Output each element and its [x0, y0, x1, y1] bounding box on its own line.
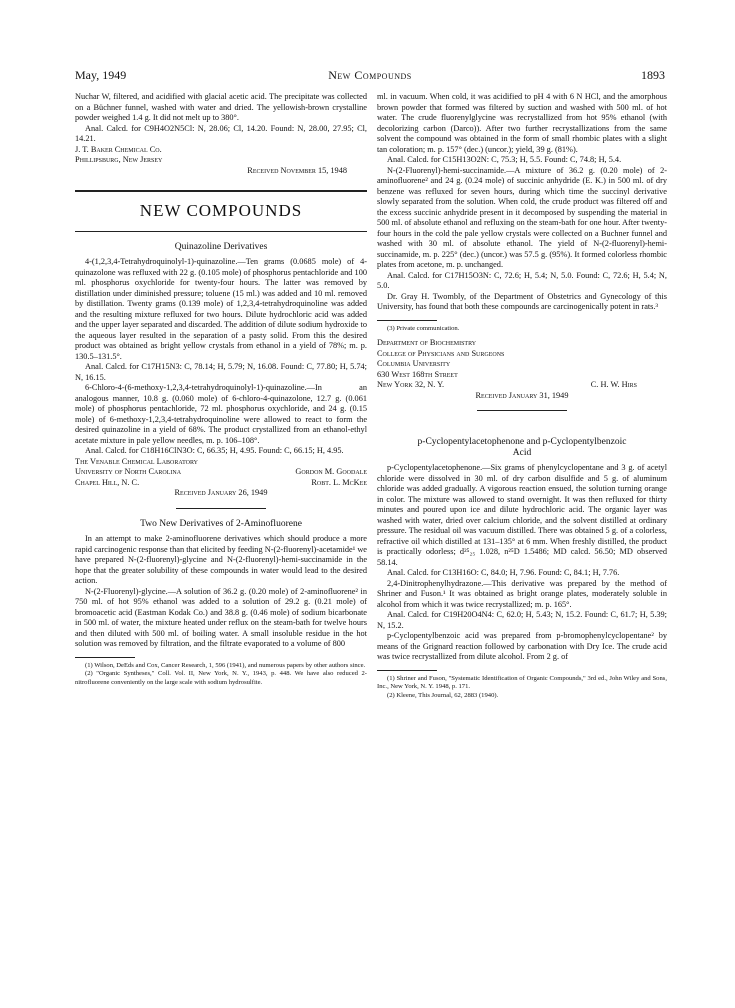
- quinazoline-analysis-1: Anal. Calcd. for C17H15N3: C, 78.14; H, 5.79; N, 16.08. Found: C, 77.80; H, 5.74; N, 16.15.: [75, 362, 367, 382]
- left-footnote-1: (1) Wilson, DeEds and Cox, Cancer Research, 1, 596 (1941), and numerous papers by other authors since.: [85, 661, 366, 669]
- quinazoline-affiliation-row-1: [75, 467, 367, 478]
- section-divider-bottom: [75, 231, 367, 232]
- baker-company: J. T. Baker Chemical Co.: [75, 144, 162, 154]
- section-title: NEW COMPOUNDS: [139, 201, 303, 220]
- cyclopentyl-paragraph-1: p-Cyclopentylacetophenone.—Six grams of phenylcyclopentane and 3 g. of acetyl chloride were dissolved in 30 ml. of dry carbon disulfide and 5 g. of aluminum chloride was added gradually. A vigorous reaction ensued, the solution turning orange in color. The mixture was allowed to stand overnight. It was then refluxed for thirty minutes and poured upon ice and dilute hydrochloric acid. The organic layer was washed with water, dried over calcium chloride, and the solvent distilled at ordinary pressure. The residual oil was vacuum distilled. There was obtained 5 g. of a colorless, refractive oil which distilled at 131–135° at 6 mm. When freshly distilled, the product is practically odorless; d²⁵₂₅ 1.028, n²⁵D 1.5486; MD calcd. 56.50; MD observed 58.14.: [377, 463, 667, 567]
- glycine-analysis: Anal. Calcd. for C15H13O2N: C, 75.3; H, 5.5. Found: C, 74.8; H, 5.4.: [387, 155, 622, 164]
- quinazoline-author-1: Gordon M. Goodale: [295, 467, 367, 476]
- aminofluorene-title: Two New Derivatives of 2-Aminofluorene: [140, 518, 302, 529]
- columbia-city-row: [377, 380, 667, 391]
- running-header: [75, 68, 665, 84]
- left-column: [75, 92, 367, 687]
- intro-paragraph: Nuchar W, filtered, and acidified with glacial acetic acid. The precipitate was collected on a Büchner funnel, washed with water and dried. The yellowish-brown crystalline powder weighed 1.4 g. It did not melt up to 380°.: [75, 92, 367, 122]
- quinazoline-paragraph-1: 4-(1,2,3,4-Tetrahydroquinolyl-1)-quinazoline.—Ten grams (0.0685 mole) of 4-quinazolone was refluxed with 22 g. (0.105 mole) of phosphorus pentachloride and 100 ml. phosphorus oxychloride for twenty-four hours. The latter was removed by distillation under diminished pressure; toluene (15 ml.) was added and 10 ml. removed by distillation. Twenty grams (0.139 mole) of 1,2,3,4-tetrahydroquinoline was added and the resulting mixture refluxed for two hours. Dilute hydrochloric acid was added and the upper layer separated and discarded. The addition of dilute sodium hydroxide to the aqueous layer resulted in the separation of a pasty solid. From this the desired product was obtained as bright yellow crystals from ethanol in a yield of 78%; m. p. 130.5–131.5°.: [75, 257, 367, 361]
- cyclopentyl-title: [377, 437, 667, 458]
- section-divider: [75, 190, 367, 192]
- columbia-dept: Department of Biochemistry: [377, 338, 477, 347]
- twombly-paragraph: Dr. Gray H. Twombly, of the Department of Obstetrics and Gynecology of this University, has found that both these compounds are carcinogenically potent in rats.³: [377, 291, 667, 311]
- header-date: May, 1949: [75, 68, 127, 82]
- right-footnote-2: (2) Kleene, This Journal, 62, 2883 (1940).: [387, 691, 499, 699]
- columbia-street: 630 West 168th Street: [377, 369, 458, 379]
- intro-analysis: Anal. Calcd. for C9H4O2N5Cl: N, 28.06; Cl, 14.20. Found: N, 28.00, 27.95; Cl, 14.21.: [75, 123, 367, 143]
- quinazoline-paragraph-2: 6-Chloro-4-(6-methoxy-1,2,3,4-tetrahydroquinolyl-1)-quinazoline.—In an analogous manner, 10.8 g. (0.060 mole) of 6-chloro-4-quinazolone, 12.7 g. (0.061 mole) of phosphorus pentachloride, 72 ml. phosphorus oxychloride, and 24 g. (0.15 mole) of 6-methoxy-1,2,3,4-tetrahydroquinoline were allowed to react to form the desired quinazoline in a yield of 68%. The product crystallized from an ethanol-ethyl acetate mixture in pale yellow needles, m. p. 106–108°.: [75, 383, 367, 445]
- quinazoline-author-2: Robt. L. McKee: [311, 477, 367, 487]
- cyclopentyl-title-line-1: p-Cyclopentylacetophenone and p-Cyclopentylbenzoic: [417, 437, 627, 447]
- footnote-rule-right-2: [377, 670, 437, 671]
- header-page-number: 1893: [641, 68, 665, 82]
- cyclopentyl-paragraph-3: p-Cyclopentylbenzoic acid was prepared from p-bromophenylcyclopentane² by means of the Grignard reaction followed by carbonation with Dry Ice. The crude acid was twice recrystallized from dilute alcohol. From 2 g. of: [377, 631, 667, 661]
- baker-place: Phillipsburg, New Jersey: [75, 155, 163, 164]
- columbia-university: Columbia University: [377, 359, 451, 368]
- article-separator: [176, 508, 266, 509]
- baker-received: Received November 15, 1948: [247, 165, 347, 175]
- right-footnote-3: (3) Private communication.: [387, 324, 460, 332]
- quinazoline-affiliation-row-2: [75, 478, 367, 489]
- columbia-city: New York 32, N. Y.: [377, 380, 445, 389]
- footnote-rule: [75, 657, 135, 658]
- cyclopentyl-title-line-2: Acid: [512, 447, 532, 458]
- columbia-author: C. H. W. Hirs: [590, 380, 637, 389]
- quinazoline-received: Received January 26, 1949: [174, 488, 268, 497]
- article-separator-right: [477, 410, 567, 411]
- cyclopentyl-paragraph-2: 2,4-Dinitrophenylhydrazone.—This derivative was prepared by the method of Shriner and Fuson.¹ It was obtained as bright orange plates, moderately soluble in alcohol from which it was twice recrystallized; m. p. 165°.: [377, 578, 667, 609]
- left-footnote-2: (2) "Organic Syntheses," Coll. Vol. II, New York, N. Y., 1943, p. 448. We have also reduced 2-nitrofluorene conveniently on the large scale with sodium hydrosulfite.: [75, 670, 367, 686]
- header-journal-section: New Compounds: [328, 68, 412, 82]
- columbia-received: Received January 31, 1949: [475, 390, 569, 400]
- cyclopentyl-analysis-2: Anal. Calcd. for C19H20O4N4: C, 62.0; H, 5.43; N, 15.2. Found: C, 61.7; H, 5.39; N, 15.2.: [377, 610, 667, 630]
- cyclopentyl-analysis-1: Anal. Calcd. for C13H16O: C, 84.0; H, 7.96. Found: C, 84.1; H, 7.76.: [387, 568, 620, 577]
- aminofluorene-paragraph-1: In an attempt to make 2-aminofluorene derivatives which should produce a more rapid carcinogenic response than that elicited by feeding N-(2-fluorenyl)-acetamide¹ we have prepared N-(2-fluorenyl)-glycine and N-(2-fluorenyl)-hemi-succinamide in the hope that the greater solubility of these compounds in water would lead to the desired action.: [75, 534, 367, 585]
- right-column: [377, 92, 667, 700]
- succinamide-analysis: Anal. Calcd. for C17H15O3N: C, 72.6; H, 5.4; N, 5.0. Found: C, 72.6; H, 5.4; N, 5.0.: [377, 270, 667, 290]
- footnote-rule-right: [377, 320, 437, 321]
- quinazoline-title: Quinazoline Derivatives: [174, 241, 268, 252]
- quinazoline-lab: The Venable Chemical Laboratory: [75, 456, 198, 466]
- quinazoline-university: University of North Carolina: [75, 467, 182, 476]
- succinamide-paragraph: N-(2-Fluorenyl)-hemi-succinamide.—A mixture of 36.2 g. (0.20 mole) of 2-aminofluorene² and 24 g. (0.24 mole) of succinic anhydride (E. K.) in 500 ml. of dry benzene was refluxed for seven hours, during which time the succinyl derivative slowly separated from the solution. When cold, the crude product was filtered off and the excess succinic anhydride present in it decomposed by suspending the material in 500 ml. of absolute ethanol and refluxing on the steam-bath for one hour. After twenty-four hours in the cold the pale yellow crystals were collected on a Buchner funnel and washed with 30 ml. of absolute ethanol. The yield of N-(2-fluorenyl)-hemi-succinamide, m. p. 225° (dec.) (uncor.) was 57.5 g. (95%). It formed colorless rhombic plates from acetone, m. p. unchanged.: [377, 165, 667, 269]
- glycine-continued: ml. in vacuum. When cold, it was acidified to pH 4 with 6 N HCl, and the amorphous brown powder that formed was filtered by suction and washed with 500 ml. of hot water. The crude fluorenylglycine was recrystallized from hot 95% ethanol (with decolorizing carbon (Darco)). After two further recrystallizations from the same solvent the compound was obtained in the form of small rhombic plates with a slight tan coloration; m. p. 157° (dec.) (uncor.); yield, 39 g. (81%).: [377, 92, 667, 154]
- columbia-college: College of Physicians and Surgeons: [377, 348, 505, 358]
- quinazoline-analysis-2: Anal. Calcd. for C18H16ClN3O: C, 66.35; H, 4.95. Found: C, 66.15; H, 4.95.: [85, 446, 344, 455]
- right-footnote-1: (1) Shriner and Fuson, "Systematic Identification of Organic Compounds," 3rd ed., John Wiley and Sons, Inc., New York, N. Y. 1948, p. 171.: [377, 674, 667, 690]
- quinazoline-city: Chapel Hill, N. C.: [75, 477, 140, 487]
- aminofluorene-paragraph-2: N-(2-Fluorenyl)-glycine.—A solution of 36.2 g. (0.20 mole) of 2-aminofluorene² in 750 ml. of hot 95% ethanol was added to a solution of 29.2 g. (0.21 mole) of bromoacetic acid (Eastman Kodak Co.) and 38.8 g. (0.46 mole) of sodium bicarbonate in 500 ml. of water, the mixture heated under reflux on the steam-bath for twelve hours and then diluted with 500 ml. of boiling water. A small insoluble residue in the hot solution was removed by filtration, and the filtrate evaporated to a volume of 800: [75, 586, 367, 648]
